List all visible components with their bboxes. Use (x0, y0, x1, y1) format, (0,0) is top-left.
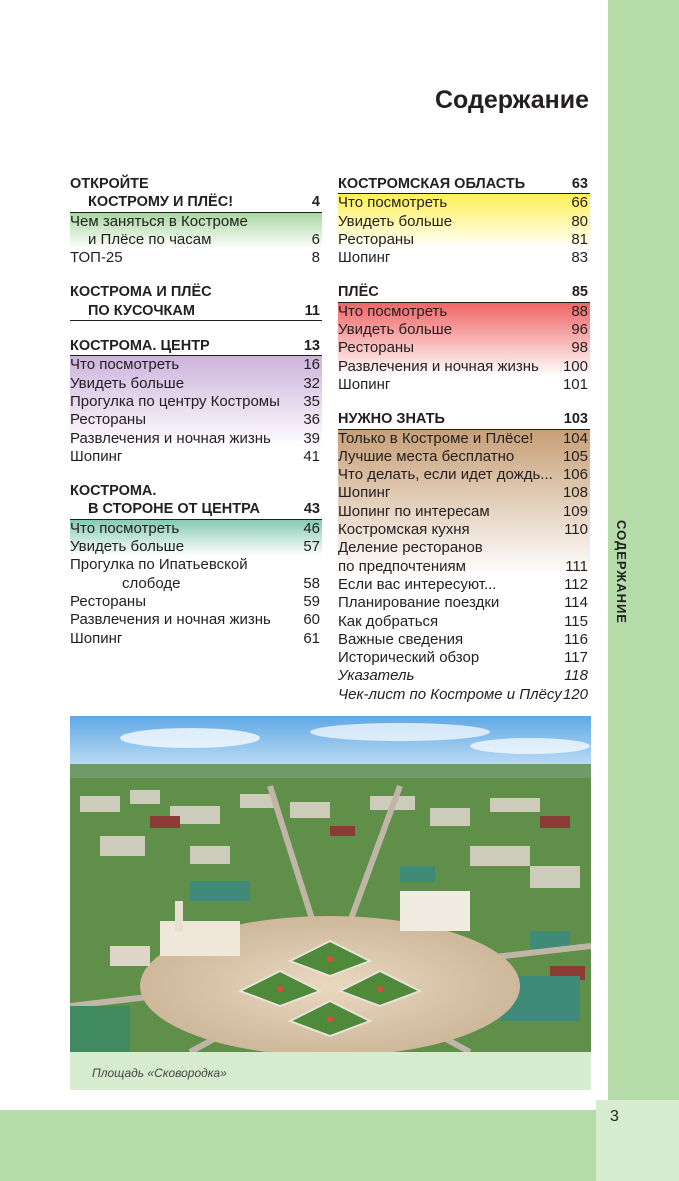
toc-entry[interactable]: Только в Костроме и Плёсе! 104 (338, 429, 588, 447)
toc-band-teal (70, 520, 322, 557)
toc-entry[interactable]: Рестораны 98 (338, 339, 588, 357)
toc-entry[interactable]: Что посмотреть 46 (70, 519, 320, 537)
toc-entry[interactable]: Рестораны 36 (70, 411, 320, 429)
toc-entry[interactable]: Если вас интересуют... 112 (338, 575, 588, 593)
toc-entry[interactable]: Развлечения и ночная жизнь 39 (70, 429, 320, 447)
toc-band-yellow (338, 194, 590, 249)
toc-entry[interactable]: Чем заняться в Костроме (70, 212, 248, 230)
toc-entry[interactable]: Что посмотреть 66 (338, 194, 588, 212)
toc-section-center (70, 337, 322, 466)
toc-entry[interactable]: и Плёсе по часам 6 (88, 230, 320, 248)
toc-section-ples (338, 283, 590, 394)
toc-entry[interactable]: Шопинг 101 (338, 375, 588, 393)
toc-band-red (338, 303, 590, 376)
page-title: Содержание (434, 86, 589, 114)
toc-entry[interactable]: Шопинг по интересам 109 (338, 502, 588, 520)
toc-band-purple (70, 356, 322, 447)
toc-band-green (70, 213, 322, 250)
toc-left-column (70, 175, 322, 664)
toc-heading[interactable]: ПО КУСОЧКАМ 11 (70, 302, 322, 321)
toc-entry[interactable]: Планирование поездки 114 (338, 594, 588, 612)
toc-heading[interactable]: ОТКРОЙТЕ (70, 176, 149, 192)
toc-right-column (338, 175, 590, 720)
toc-entry[interactable]: Чек-лист по Костроме и Плёсу 120 (338, 685, 588, 703)
toc-entry[interactable]: Прогулка по Ипатьевской (70, 556, 248, 574)
toc-band-brown (338, 430, 590, 576)
toc-section-open (70, 175, 322, 267)
page-number: 3 (610, 1108, 619, 1125)
toc-heading[interactable]: КОСТРОМСКАЯ ОБЛАСТЬ 63 (338, 175, 590, 194)
toc-entry[interactable]: Что делать, если идет дождь... 106 (338, 466, 588, 484)
toc-section-pieces (70, 283, 322, 321)
toc-entry[interactable]: Шопинг 61 (70, 629, 320, 647)
toc-entry[interactable]: Что посмотреть 88 (338, 302, 588, 320)
toc-section-need-to-know (338, 410, 590, 704)
toc-entry[interactable]: Рестораны 81 (338, 230, 588, 248)
toc-entry[interactable]: Шопинг 108 (338, 484, 588, 502)
toc-heading[interactable]: КОСТРОМА. ЦЕНТР 13 (70, 337, 322, 356)
toc-heading[interactable]: КОСТРОМУ И ПЛЁС! 4 (70, 193, 322, 212)
toc-entry[interactable]: Указатель 118 (338, 667, 588, 685)
toc-entry[interactable]: Что посмотреть 16 (70, 356, 320, 374)
toc-entry[interactable]: Увидеть больше 57 (70, 538, 320, 556)
toc-entry[interactable]: Развлечения и ночная жизнь 100 (338, 357, 588, 375)
toc-entry[interactable]: Как добраться 115 (338, 612, 588, 630)
toc-entry[interactable]: Шопинг 41 (70, 447, 320, 465)
toc-entry[interactable]: по предпочтениям 111 (338, 557, 588, 575)
toc-entry[interactable]: Шопинг 83 (338, 249, 588, 267)
toc-entry[interactable]: Костромская кухня 110 (338, 521, 588, 539)
toc-heading[interactable]: КОСТРОМА И ПЛЁС (70, 284, 212, 301)
toc-heading[interactable]: В СТОРОНЕ ОТ ЦЕНТРА 43 (70, 500, 322, 519)
toc-entry[interactable]: слободе 58 (122, 574, 320, 592)
photo-caption: Площадь «Сковородка» (92, 1066, 227, 1080)
toc-entry[interactable]: Важные сведения 116 (338, 630, 588, 648)
toc-entry[interactable]: Увидеть больше 80 (338, 212, 588, 230)
toc-entry[interactable]: Лучшие места бесплатно 105 (338, 447, 588, 465)
toc-entry[interactable]: Рестораны 59 (70, 592, 320, 610)
toc-entry[interactable]: Увидеть больше 32 (70, 374, 320, 392)
toc-entry[interactable]: Увидеть больше 96 (338, 321, 588, 339)
city-aerial-photo (70, 716, 591, 1052)
page-number-box (596, 1100, 679, 1181)
toc-entry[interactable]: Исторический обзор 117 (338, 649, 588, 667)
toc-heading[interactable]: НУЖНО ЗНАТЬ 103 (338, 410, 590, 429)
toc-section-outside (70, 482, 322, 648)
toc-entry[interactable]: ТОП-25 8 (70, 249, 320, 267)
toc-entry[interactable]: Развлечения и ночная жизнь 60 (70, 611, 320, 629)
toc-entry[interactable]: Прогулка по центру Костромы 35 (70, 392, 320, 410)
bottom-band (0, 1110, 679, 1181)
toc-heading[interactable]: КОСТРОМА. (70, 483, 157, 500)
toc-entry[interactable]: Деление ресторанов (338, 539, 483, 557)
toc-heading[interactable]: ПЛЁС 85 (338, 283, 590, 302)
side-label: СОДЕРЖАНИЕ (614, 520, 629, 624)
toc-section-region (338, 175, 590, 267)
